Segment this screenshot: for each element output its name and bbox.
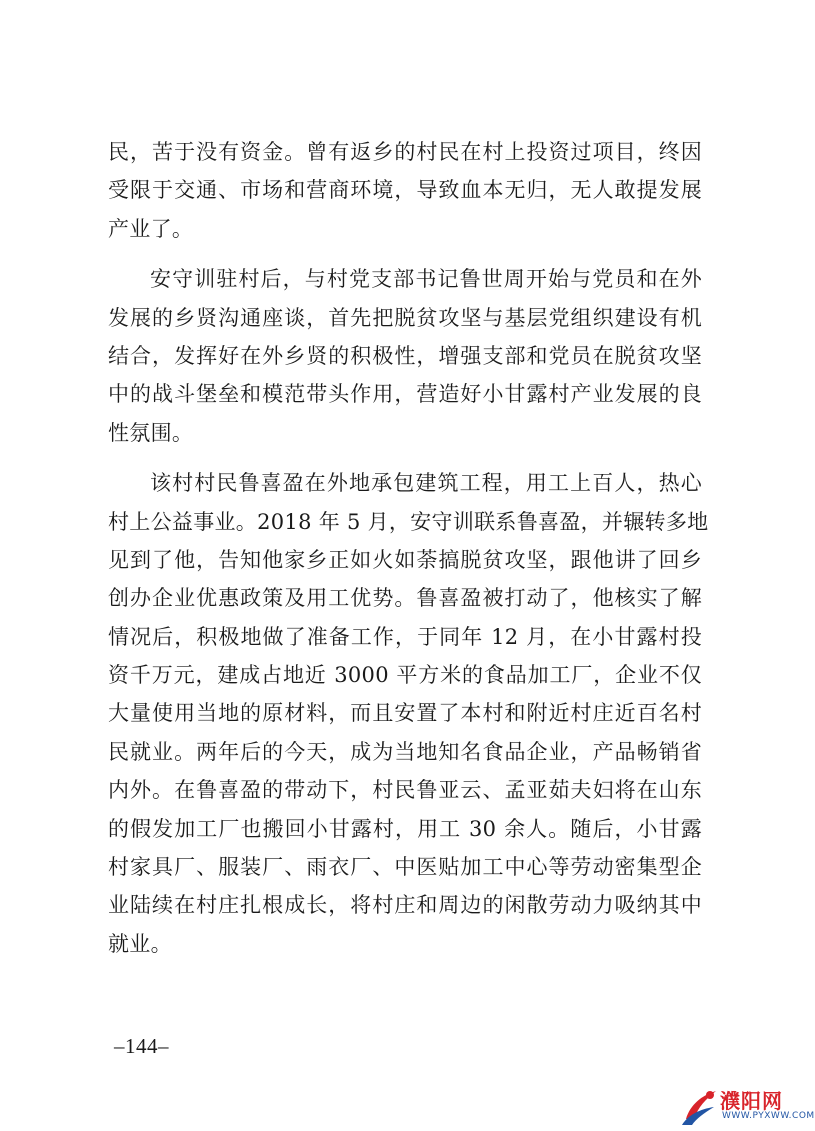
text-line: 大量使用当地的原材料，而且安置了本村和附近村庄近百名村: [108, 701, 702, 726]
text-line: 内外。在鲁喜盈的带动下，村民鲁亚云、孟亚茹夫妇将在山东: [108, 778, 702, 803]
paragraph-gap: [108, 452, 702, 464]
paragraph: [108, 464, 709, 963]
text-line: 发展的乡贤沟通座谈，首先把脱贫攻坚与基层党组织建设有机: [108, 305, 702, 330]
text-line: 的假发加工厂也搬回小甘露村，用工 30 余人。随后，小甘露: [108, 816, 702, 841]
text-line: 该村村民鲁喜盈在外地承包建筑工程，用工上百人，热心: [150, 471, 702, 496]
paragraph: [108, 260, 702, 452]
paragraph-gap: [108, 248, 702, 260]
paragraph: [108, 133, 702, 248]
text-line: 中的战斗堡垒和模范带头作用，营造好小甘露村产业发展的良: [108, 382, 702, 407]
text-line: 民就业。两年后的今天，成为当地知名食品企业，产品畅销省: [108, 739, 702, 764]
text-line: 资千万元，建成占地近 3000 平方米的食品加工厂，企业不仅: [108, 663, 702, 688]
text-line: 村上公益事业。2018 年 5 月，安守训联系鲁喜盈，并辗转多地: [108, 509, 709, 534]
text-line: 村家具厂、服装厂、雨衣厂、中医贴加工中心等劳动密集型企: [108, 855, 702, 880]
text-line: 性氛围。: [108, 420, 194, 445]
text-line: 受限于交通、市场和营商环境，导致血本无归，无人敢提发展: [108, 178, 702, 203]
text-line: 民，苦于没有资金。曾有返乡的村民在村上投资过项目，终因: [108, 140, 702, 164]
watermark-title: 濮阳网: [720, 1089, 783, 1113]
text-line: 结合，发挥好在外乡贤的积极性，增强支部和党员在脱贫攻坚: [108, 343, 702, 368]
text-line: 就业。: [108, 931, 172, 956]
text-line: 见到了他，告知他家乡正如火如荼搞脱贫攻坚，跟他讲了回乡: [108, 547, 702, 572]
text-line: 产业了。: [108, 216, 194, 241]
logo-icon: [680, 1085, 720, 1127]
text-line: 安守训驻村后，与村党支部书记鲁世周开始与党员和在外: [150, 267, 702, 292]
text-line: 业陆续在村庄扎根成长，将村庄和周边的闲散劳动力吸纳其中: [108, 893, 702, 918]
site-watermark: [680, 1085, 815, 1129]
page-number: –144–: [114, 1034, 169, 1058]
watermark-url: WWW.PYXWW.COM: [722, 1111, 815, 1121]
text-line: 创办企业优惠政策及用工优势。鲁喜盈被打动了，他核实了解: [108, 586, 702, 611]
body-text: [108, 133, 709, 963]
text-line: 情况后，积极地做了准备工作，于同年 12 月，在小甘露村投: [108, 624, 702, 649]
